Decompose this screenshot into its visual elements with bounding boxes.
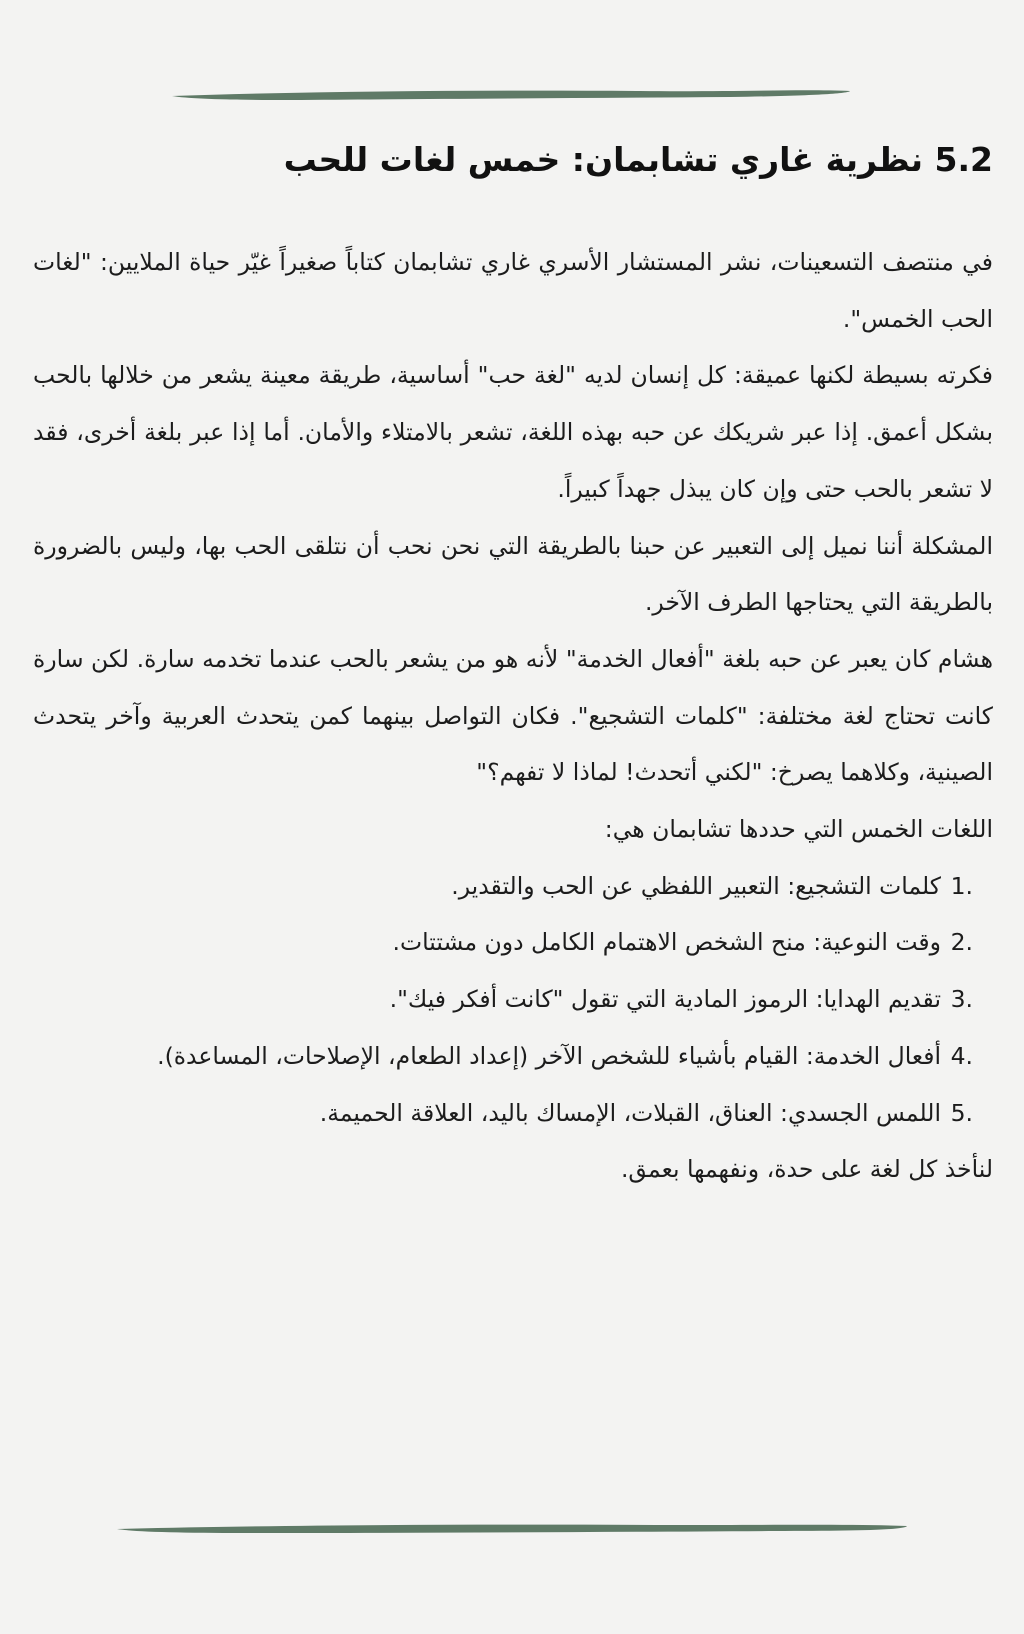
- closing-paragraph: لنأخذ كل لغة على حدة، ونفهمها بعمق.: [620, 1155, 993, 1184]
- list-item-text: كلمات التشجيع: التعبير اللفظي عن الحب والتقدير.: [451, 871, 941, 900]
- list-item: [33, 1085, 993, 1142]
- list-item-text: أفعال الخدمة: القيام بأشياء للشخص الآخر (إعداد الطعام، الإصلاحات، المساعدة).: [157, 1041, 941, 1070]
- example-paragraph: هشام كان يعبر عن حبه بلغة "أفعال الخدمة" لأنه هو من يشعر بالحب عندما تخدمه سارة. لكن سارة كانت تحتاج لغة مختلفة: "كلمات التشجيع". فكان التواصل بينهما كمن يتحدث العربية وآخر يتحدث الصينية، وكلاهما يصرخ: "لكني أتحدث! لماذا لا تفهم؟": [33, 644, 993, 787]
- list-intro: اللغات الخمس التي حددها تشابمان هي:: [604, 815, 993, 844]
- idea-paragraph: فكرته بسيطة لكنها عميقة: كل إنسان لديه "لغة حب" أساسية، طريقة معينة يشعر من خلالها بالحب بشكل أعمق. إذا عبر شريكك عن حبه بهذه اللغة، تشعر بالامتلاء والأمان. أما إذا عبر بلغة أخرى، فقد لا تشعر بالحب حتى وإن كان يبذل جهداً كبيراً.: [33, 361, 993, 503]
- bottom-brush-divider: [115, 1516, 909, 1540]
- intro-paragraph: في منتصف التسعينات، نشر المستشار الأسري غاري تشابمان كتاباً صغيراً غيّر حياة الملايين: "لغات الحب الخمس".: [33, 248, 993, 333]
- list-item-number: 4.: [950, 1041, 973, 1070]
- list-item-text: وقت النوعية: منح الشخص الاهتمام الكامل دون مشتتات.: [392, 928, 941, 957]
- list-item: [33, 914, 993, 971]
- list-item: [33, 971, 993, 1028]
- list-item-number: 1.: [950, 871, 973, 900]
- list-item-text: تقديم الهدايا: الرموز المادية التي تقول "كانت أفكر فيك".: [389, 985, 941, 1014]
- list-item-number: 5.: [950, 1098, 973, 1127]
- list-item: [33, 858, 993, 915]
- page-title: 5.2 نظرية غاري تشابمان: خمس لغات للحب: [283, 140, 993, 179]
- problem-paragraph: المشكلة أننا نميل إلى التعبير عن حبنا بالطريقة التي نحن نحب أن نتلقى الحب بها، وليس بالضرورة بالطريقة التي يحتاجها الطرف الآخر.: [33, 531, 993, 617]
- list-item-number: 2.: [950, 928, 973, 957]
- list-item-text: اللمس الجسدي: العناق، القبلات، الإمساك باليد، العلاقة الحميمة.: [319, 1098, 941, 1127]
- top-brush-divider: [170, 84, 852, 106]
- list-item-number: 3.: [950, 985, 973, 1014]
- love-languages-list: [33, 858, 993, 1142]
- article-body: [33, 234, 993, 1198]
- list-item: [33, 1028, 993, 1085]
